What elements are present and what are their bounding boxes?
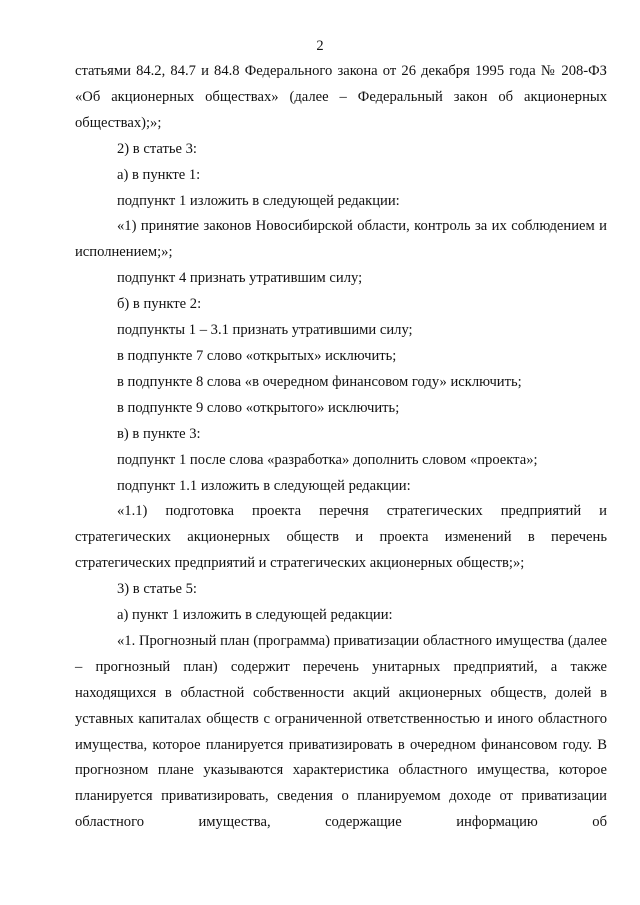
paragraph: подпункт 1 после слова «разработка» дополнить словом «проекта»; xyxy=(117,451,538,468)
paragraph: в подпункте 7 слово «открытых» исключить; xyxy=(117,347,397,364)
paragraph: «1) принятие законов Новосибирской области, контроль за их соблюдением и исполнением;»; xyxy=(75,218,607,261)
document-body xyxy=(75,59,607,836)
paragraph: а) пункт 1 изложить в следующей редакции: xyxy=(117,607,393,624)
paragraph: статьями 84.2, 84.7 и 84.8 Федерального закона от 26 декабря 1995 года № 208-ФЗ «Об акционерных обществах» (далее – Федеральный закон об акционерных обществах);»; xyxy=(75,63,607,131)
paragraph: в подпункте 9 слово «открытого» исключить; xyxy=(117,399,400,416)
paragraph: подпункты 1 – 3.1 признать утратившими силу; xyxy=(117,322,413,339)
page-number: 2 xyxy=(316,38,324,54)
paragraph: подпункт 1 изложить в следующей редакции: xyxy=(117,192,400,209)
paragraph: 2) в статье 3: xyxy=(117,140,197,157)
paragraph: 3) в статье 5: xyxy=(117,581,197,598)
paragraph: в подпункте 8 слова «в очередном финансовом году» исключить; xyxy=(117,373,522,390)
paragraph: подпункт 4 признать утратившим силу; xyxy=(117,270,363,287)
paragraph: б) в пункте 2: xyxy=(117,296,202,313)
paragraph: в) в пункте 3: xyxy=(117,425,201,442)
paragraph: «1. Прогнозный план (программа) приватизации областного имущества (далее – прогнозный план) содержит перечень унитарных предприятий, а также находящихся в областной собственности акций акционерных обществ, долей в уставных капиталах обществ с ограниченной ответственностью и иного областного имущества, которое планируется приватизировать в очередном финансовом году. В прогнозном плане указываются характеристика областного имущества, которое планируется приватизировать, сведения о планируемом доходе от приватизации областного имущества, содержащие информацию об xyxy=(75,632,607,831)
paragraph: подпункт 1.1 изложить в следующей редакции: xyxy=(117,477,411,494)
paragraph: а) в пункте 1: xyxy=(117,166,201,183)
paragraph: «1.1) подготовка проекта перечня стратегических предприятий и стратегических акционерных обществ и проекта изменений в перечень стратегических предприятий и стратегических акционерных обществ;»; xyxy=(75,503,607,572)
